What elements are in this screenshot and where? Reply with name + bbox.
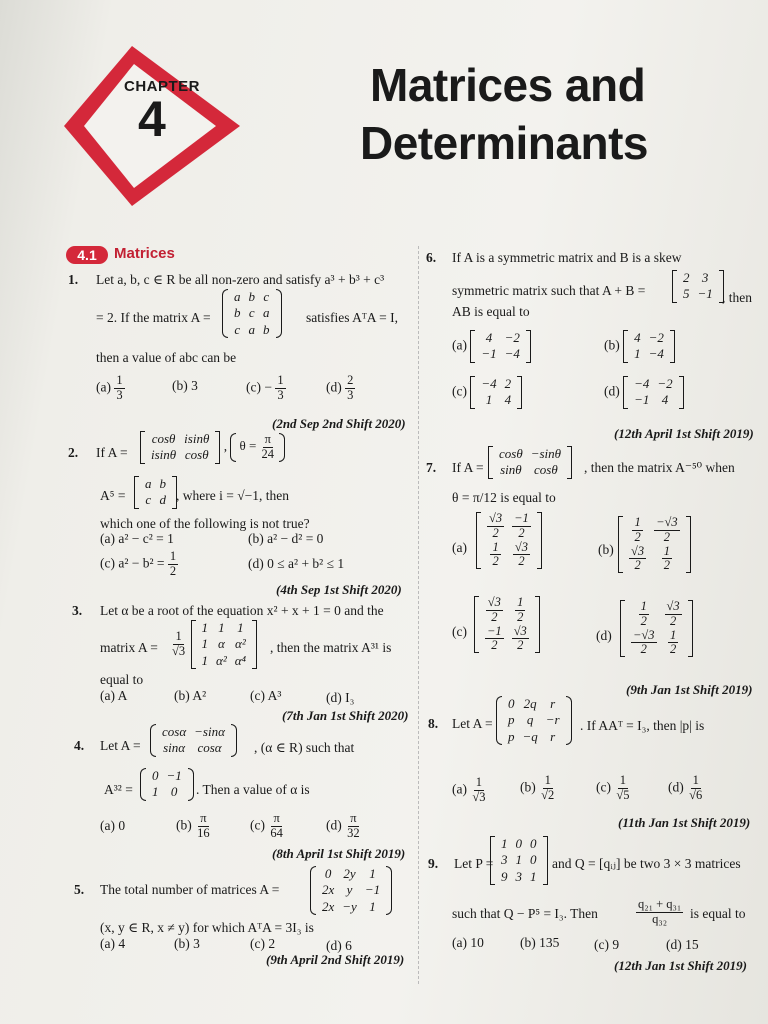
option: (d) −4 −2 −1 4 — [604, 376, 684, 409]
option: (d) 15 — [666, 937, 699, 952]
option: (d) 0 ≤ a² + b² ≤ 1 — [248, 556, 345, 571]
question-text: , then — [722, 290, 752, 305]
rotation-matrix-option-b: $\frac{1}{2}$ $\frac{-√3}{2}$ $\frac{√3}{2}$ $\frac{1}{2}$ — [618, 516, 691, 573]
question-number: 3. — [72, 603, 83, 618]
option: (b) 3 — [172, 378, 198, 393]
option: (b) $\frac{\pi}{16}$ — [176, 811, 210, 840]
source-reference: (9th April 2nd Shift 2019) — [266, 952, 405, 967]
question-text: , then the matrix A³¹ is — [270, 640, 392, 655]
option: (b) A² — [174, 688, 207, 703]
question-text: Let α be a root of the equation x² + x + 1 = 0 and the — [100, 603, 384, 618]
question-text: symmetric matrix such that A + B = — [452, 283, 646, 298]
question-text: which one of the following is not true? — [100, 516, 310, 531]
question-text: such that Q − P⁵ = I₃. Then — [452, 906, 598, 921]
option: (b) 4 −2 1 −4 — [604, 330, 675, 363]
option: (d) $\frac{\pi}{32}$ — [326, 811, 360, 840]
question-text: . If AAᵀ = I₃, then |p| is — [580, 718, 705, 733]
option: (b) $\frac{1}{√2}$ — [520, 773, 555, 802]
question-text: is equal to — [690, 906, 746, 921]
option: (c) 2 — [250, 936, 276, 951]
option: (c) 9 — [594, 937, 620, 952]
question-number: 5. — [74, 882, 85, 897]
question-text: satisfies AᵀA = I, — [306, 310, 399, 325]
option: (b) a² − d² = 0 — [248, 531, 324, 546]
question-text: , then the matrix A⁻⁵⁰ when — [584, 460, 735, 475]
question-number: 8. — [428, 716, 439, 731]
question-text: A³² = — [104, 782, 133, 797]
matrix: 0 2y 1 2x y −1 2x −y 1 — [310, 866, 392, 915]
option: (a) 10 — [452, 935, 484, 950]
option: (d) 6 — [326, 938, 352, 953]
rotation-matrix-option-d: $\frac{1}{2}$ $\frac{√3}{2}$ $\frac{-√3}{2}$ $\frac{1}{2}$ — [620, 600, 693, 657]
question-text: Let a, b, c ∈ R be all non-zero and satisfy a³ + b³ + c³ — [96, 272, 385, 287]
option-label: (d) — [596, 628, 612, 643]
option: (c) − $\frac{1}{3}$ — [246, 373, 284, 402]
option: (a) A — [100, 688, 128, 703]
rotation-matrix-option-c: $\frac{√3}{2}$ $\frac{1}{2}$ $\frac{-1}{2}$ $\frac{√3}{2}$ — [474, 596, 540, 653]
question-text: (x, y ∈ R, x ≠ y) for which AᵀA = 3I₃ is — [100, 920, 314, 935]
rotation-matrix-option-a: $\frac{√3}{2}$ $\frac{-1}{2}$ $\frac{1}{2}$ $\frac{√3}{2}$ — [476, 512, 542, 569]
question-text: then a value of abc can be — [96, 350, 237, 365]
question-text: equal to — [100, 672, 144, 687]
column-divider — [418, 246, 419, 984]
option: (a) 4 −2 −1 −4 — [452, 330, 531, 363]
option-label: (b) — [598, 542, 614, 557]
option: (a) $\frac{1}{√3}$ — [452, 775, 486, 804]
option-label: (a) — [452, 540, 467, 555]
question-text: matrix A = — [100, 640, 158, 655]
source-reference: (12th April 1st Shift 2019) — [614, 426, 754, 441]
question-number: 2. — [68, 445, 79, 460]
matrix: a b c d — [134, 476, 177, 509]
question-text: AB is equal to — [452, 304, 530, 319]
source-reference: (7th Jan 1st Shift 2020) — [282, 708, 409, 723]
question-text: and Q = [qᵢⱼ] be two 3 × 3 matrices — [552, 856, 741, 871]
chapter-number: 4 — [138, 91, 166, 147]
chapter-label: CHAPTER — [124, 78, 201, 95]
option: (a) 0 — [100, 818, 126, 833]
option: (d) I₃ — [326, 690, 355, 705]
matrix: 2 3 5 −1 — [672, 270, 724, 303]
section-title: Matrices — [114, 245, 175, 262]
source-reference: (2nd Sep 2nd Shift 2020) — [272, 416, 406, 431]
question-text: If A = — [96, 445, 128, 460]
question-text: A⁵ = — [100, 488, 126, 503]
option: (a) 4 — [100, 936, 126, 951]
source-reference: (12th Jan 1st Shift 2019) — [614, 958, 747, 973]
option: (b) 135 — [520, 935, 560, 950]
question-text: Let A = — [452, 716, 493, 731]
matrix: 0 −1 1 0 — [140, 768, 194, 801]
source-reference: (9th Jan 1st Shift 2019) — [626, 682, 753, 697]
option: (d) $\frac{2}{3}$ — [326, 373, 354, 402]
option: (b) 3 — [174, 936, 200, 951]
section-number: 4.1 — [66, 246, 108, 264]
question-number: 1. — [68, 272, 79, 287]
matrix: a b c b c a c a b — [222, 289, 282, 338]
option: (a) a² − c² = 1 — [100, 531, 174, 546]
question-text: , where i = √−1, then — [176, 488, 289, 503]
question-text: Let A = — [100, 738, 141, 753]
source-reference: (4th Sep 1st Shift 2020) — [276, 582, 402, 597]
question-number: 9. — [428, 856, 439, 871]
question-text: , (α ∈ R) such that — [254, 740, 355, 755]
question-text: θ = π/12 is equal to — [452, 490, 556, 505]
question-text: The total number of matrices A = — [100, 882, 280, 897]
question-text: If A is a symmetric matrix and B is a skew — [452, 250, 682, 265]
matrix: 0 2q r p q −r p −q r — [496, 696, 572, 745]
option-label: (c) — [452, 624, 467, 639]
option: (c) $\frac{1}{√5}$ — [596, 773, 630, 802]
question-number: 7. — [426, 460, 437, 475]
question-number: 6. — [426, 250, 437, 265]
option: (d) $\frac{1}{√6}$ — [668, 773, 703, 802]
matrix: $\frac{1}{√3}$ 1 1 1 1 α α² 1 α² α⁴ — [170, 620, 257, 669]
option: (c) a² − b² = $\frac{1}{2}$ — [100, 549, 177, 578]
chapter-title-line2: Determinants — [360, 117, 648, 169]
matrix: cosα −sinα sinα cosα — [150, 724, 237, 757]
option: (c) A³ — [250, 688, 282, 703]
chapter-title-line1: Matrices and — [370, 59, 646, 111]
question-text: = 2. If the matrix A = — [96, 310, 211, 325]
matrix: cosθ −sinθ sinθ cosθ — [488, 446, 572, 479]
matrix: 1 0 0 3 1 0 9 3 1 — [490, 836, 548, 885]
question-text: If A = — [452, 460, 484, 475]
source-reference: (11th Jan 1st Shift 2019) — [618, 815, 751, 830]
matrix: cosθ isinθ isinθ cosθ , θ = $\frac{\pi}{24}$ — [140, 431, 285, 464]
source-reference: (8th April 1st Shift 2019) — [272, 846, 406, 861]
option: (c) −4 2 1 4 — [452, 376, 522, 409]
question-number: 4. — [74, 738, 85, 753]
fraction: $\frac{\text{q₂₁ + q₃₁}}{\text{q₃₂}}$ — [638, 897, 682, 926]
option: (a) $\frac{1}{3}$ — [96, 373, 123, 402]
question-text: Let P = — [454, 856, 494, 871]
question-text: . Then a value of α is — [196, 782, 310, 797]
option: (c) $\frac{\pi}{64}$ — [250, 811, 283, 840]
